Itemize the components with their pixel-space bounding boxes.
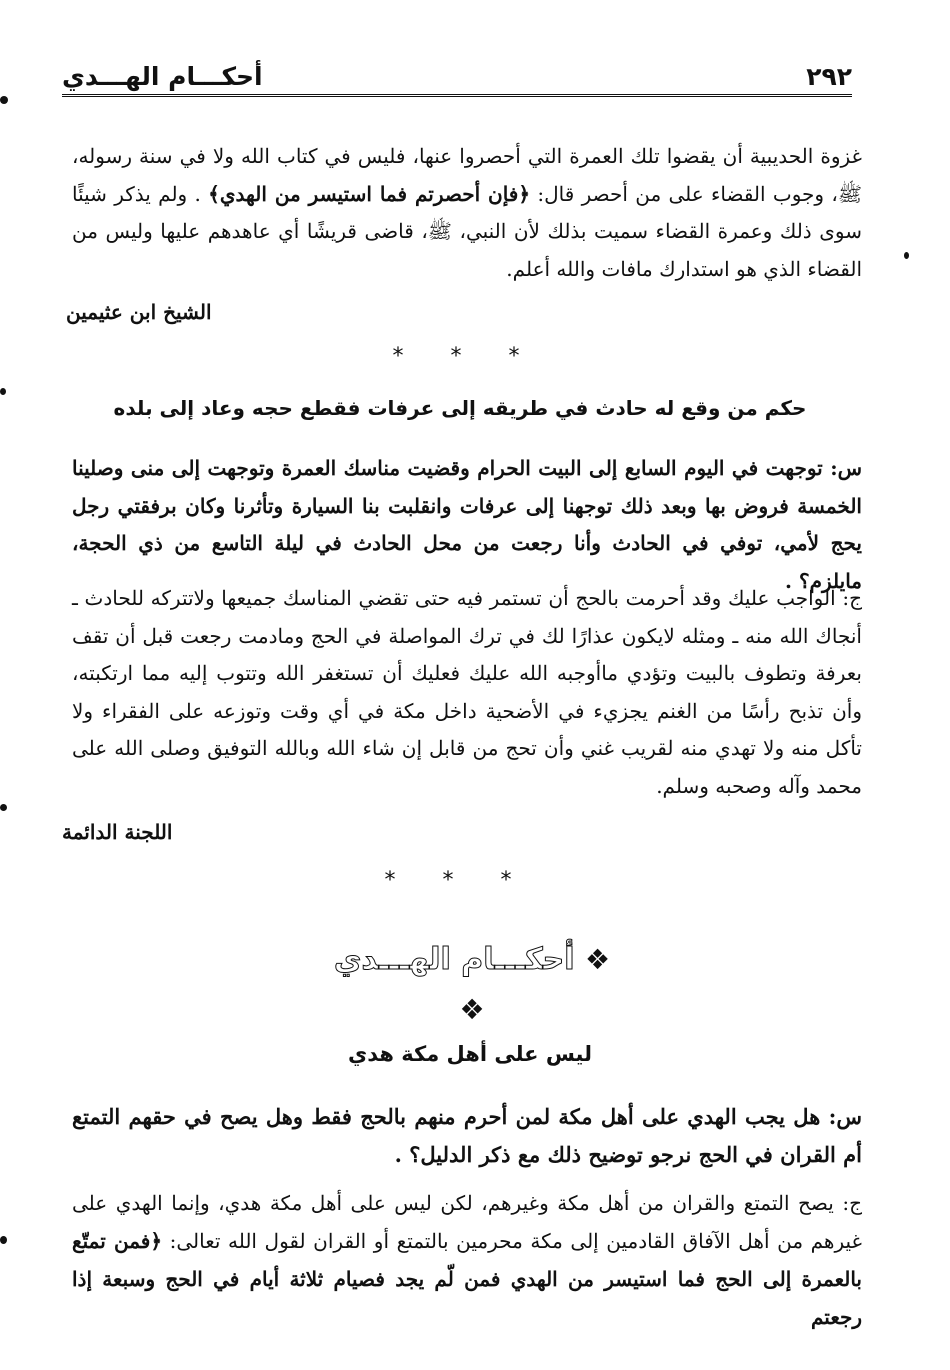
scan-mark: [0, 1236, 7, 1244]
page-number: ٢٩٢: [806, 62, 852, 91]
fatwa-heading-accident: حكم من وقع له حادث في طريقه إلى عرفات فقطع حجه وعاد إلى بلده: [113, 396, 807, 420]
ornament-right-icon: ❖: [459, 993, 485, 1026]
question-paragraph-accident: [72, 450, 862, 600]
continuation-text-end: . ولم يذكر شيئًا سوى ذلك وعمرة القضاء سميت بذلك لأن النبي، ﷺ، قاضى قريشًا أي عاهدهم عليها وليس من القضاء الذي هو استدارك مافات والله أعلم.: [72, 181, 862, 281]
fatwa-heading-makkah: ليس على أهل مكة هدي: [348, 1042, 592, 1066]
ornament-left-icon: ❖: [585, 943, 611, 976]
answer-text: ج: الواجب عليك وقد أحرمت بالحج أن تستمر فيه حتى تقضي المناسك جميعها ولاتتركه للحادث ـ أنجاك الله منه ـ ومثله لايكون عذارًا لك في ترك المواصلة في الحج ومادمت رجعت قبل أن تقف بعرفة وتطوف بالبيت وتؤدي ماأوجبه الله عليك فعليك أن تستغفر الله وتتوب إليه مما ارتكبته، وأن تذبح رأسًا من الغنم يجزيء في الأضحية داخل مكة في أي وقت وتوزعه على الفقراء ولا تأكل منه ولا تهدي منه لقريب غني وأن تحج من قابل إن شاء الله وبالله التوفيق وصلى الله على محمد وآله وصحبه وسلم.: [72, 586, 862, 798]
answer-paragraph-makkah: [72, 1184, 862, 1336]
continuation-paragraph: [72, 138, 862, 288]
quran-verse-tamattu: ﴿فمن تمتّع بالعمرة إلى الحج فما استيسر من الهدي فمن لّم يجد فصيام ثلاثة أيام في الحج وسبعة إذا رجعتم: [72, 1229, 862, 1329]
scan-mark: [0, 804, 7, 811]
scan-mark: [0, 388, 6, 395]
section-separator: * * *: [392, 344, 540, 369]
question-text-makkah: س: هل يجب الهدي على أهل مكة لمن أحرم منهم بالحج فقط وهل يصح في حقهم التمتع أم القران في الحج نرجو توضيح ذلك مع ذكر الدليل؟ .: [72, 1104, 862, 1167]
question-text: س: توجهت في اليوم السابع إلى البيت الحرام وقضيت مناسك العمرة وتوجهت إلى منى وصلينا الخمسة فروض بها وبعد ذلك توجهنا إلى عرفات وانقلبت بنا السيارة وتأثرنا وكان برفقتي رجل يحج لأمي، توفي في الحادث وأنا رجعت من محل الحادث في ليلة التاسع من ذي الحجة، مايلزم؟ .: [72, 456, 862, 593]
book-title: أحكـــام الهـــدي: [62, 62, 263, 91]
answer-text-makkah: ج: يصح التمتع والقران من أهل مكة وغيرهم، لكن ليس على أهل مكة هدي، وإنما الهدي على غيرهم من أهل الآفاق القادمين إلى مكة محرمين بالتمتع أو القران لقول الله تعالى:: [72, 1191, 862, 1253]
ornament-title-text: أحكـــام الهـــدي: [333, 942, 575, 977]
answer-paragraph-accident: [72, 580, 862, 805]
question-paragraph-makkah: [72, 1098, 862, 1174]
quran-verse: ﴿فإن أحصرتم فما استيسر من الهدي﴾: [208, 181, 531, 206]
signature-permanent-committee: اللجنة الدائمة: [62, 820, 173, 844]
scan-mark: [904, 252, 909, 259]
continuation-text-start: غزوة الحديبية أن يقضوا تلك العمرة التي أحصروا عنها، فليس في كتاب الله ولا في سنة رسوله، ﷺ، وجوب القضاء على من أحصر قال:: [72, 144, 862, 206]
section-separator-2: * * *: [384, 868, 532, 893]
running-header: [62, 60, 852, 97]
signature-ibn-uthaymeen: الشيخ ابن عثيمين: [66, 300, 212, 324]
scan-mark: [0, 96, 8, 104]
ornamental-chapter-title: [322, 935, 622, 1026]
